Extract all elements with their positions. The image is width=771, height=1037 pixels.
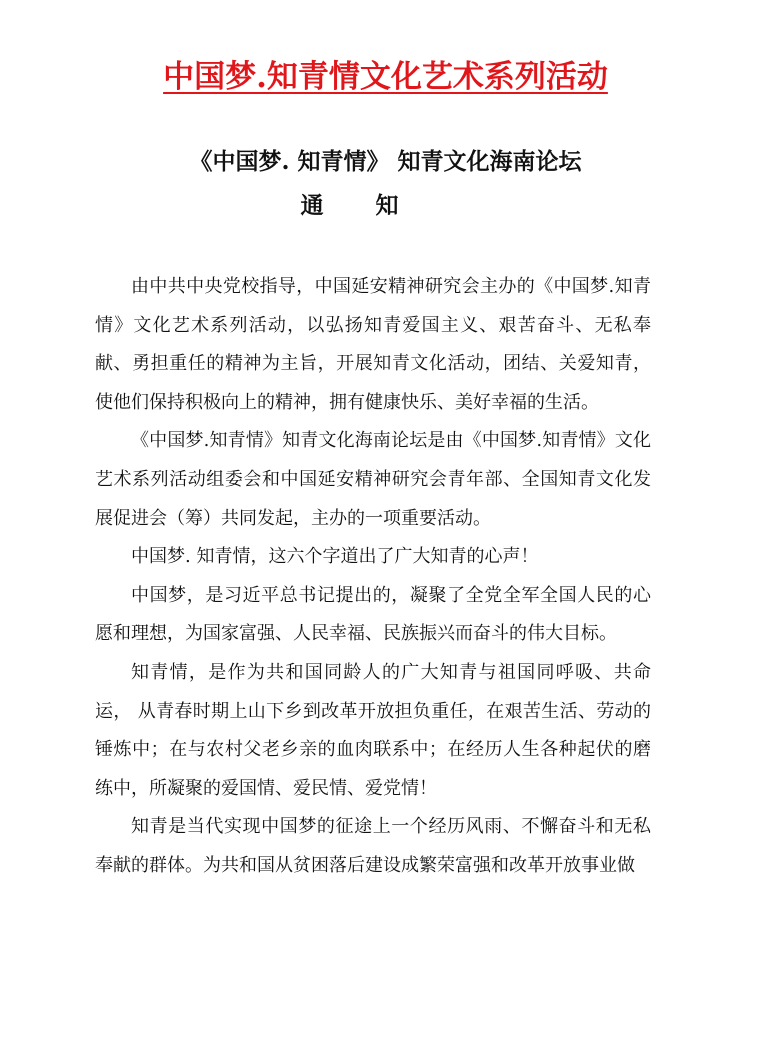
paragraph-2: 《中国梦.知青情》知青文化海南论坛是由《中国梦.知青情》文化艺术系列活动组委会和中国延安精神研究会青年部、全国知青文化发展促进会（筹）共同发起，主办的一项重要活动。 — [95, 430, 651, 529]
body-text — [95, 268, 651, 886]
paragraph-6: 知青是当代实现中国梦的征途上一个经历风雨、不懈奋斗和无私奉献的群体。为共和国从贫困落后建设成繁荣富强和改革开放事业做 — [95, 816, 651, 876]
main-title-text: 中国梦.知青情文化艺术系列活动 — [163, 59, 608, 95]
main-title — [0, 55, 771, 99]
paragraph-4: 中国梦，是习近平总书记提出的，凝聚了全党全军全国人民的心愿和理想，为国家富强、人民幸福、民族振兴而奋斗的伟大目标。 — [95, 584, 651, 645]
paragraph-3: 中国梦. 知青情，这六个字道出了广大知青的心声！ — [131, 546, 539, 568]
paragraph-1: 由中共中央党校指导，中国延安精神研究会主办的《中国梦.知青情》文化艺术系列活动，以弘扬知青爱国主义、艰苦奋斗、无私奉献、勇担重任的精神为主旨，开展知青文化活动，团结、关爱知青，使他们保持积极向上的精神，拥有健康快乐、美好幸福的生活。 — [95, 276, 651, 413]
paragraph-5: 知青情，是作为共和国同龄人的广大知青与祖国同呼吸、共命运， 从青春时期上山下乡到改革开放担负重任，在艰苦生活、劳动的锤炼中；在与农村父老乡亲的血肉联系中；在经历人生各种起伏的磨练中，所凝聚的爱国情、爱民情、爱党情！ — [95, 661, 651, 799]
notice-title: 通 知 — [300, 192, 421, 219]
forum-subtitle: 《中国梦. 知青情》 知青文化海南论坛 — [189, 148, 582, 175]
